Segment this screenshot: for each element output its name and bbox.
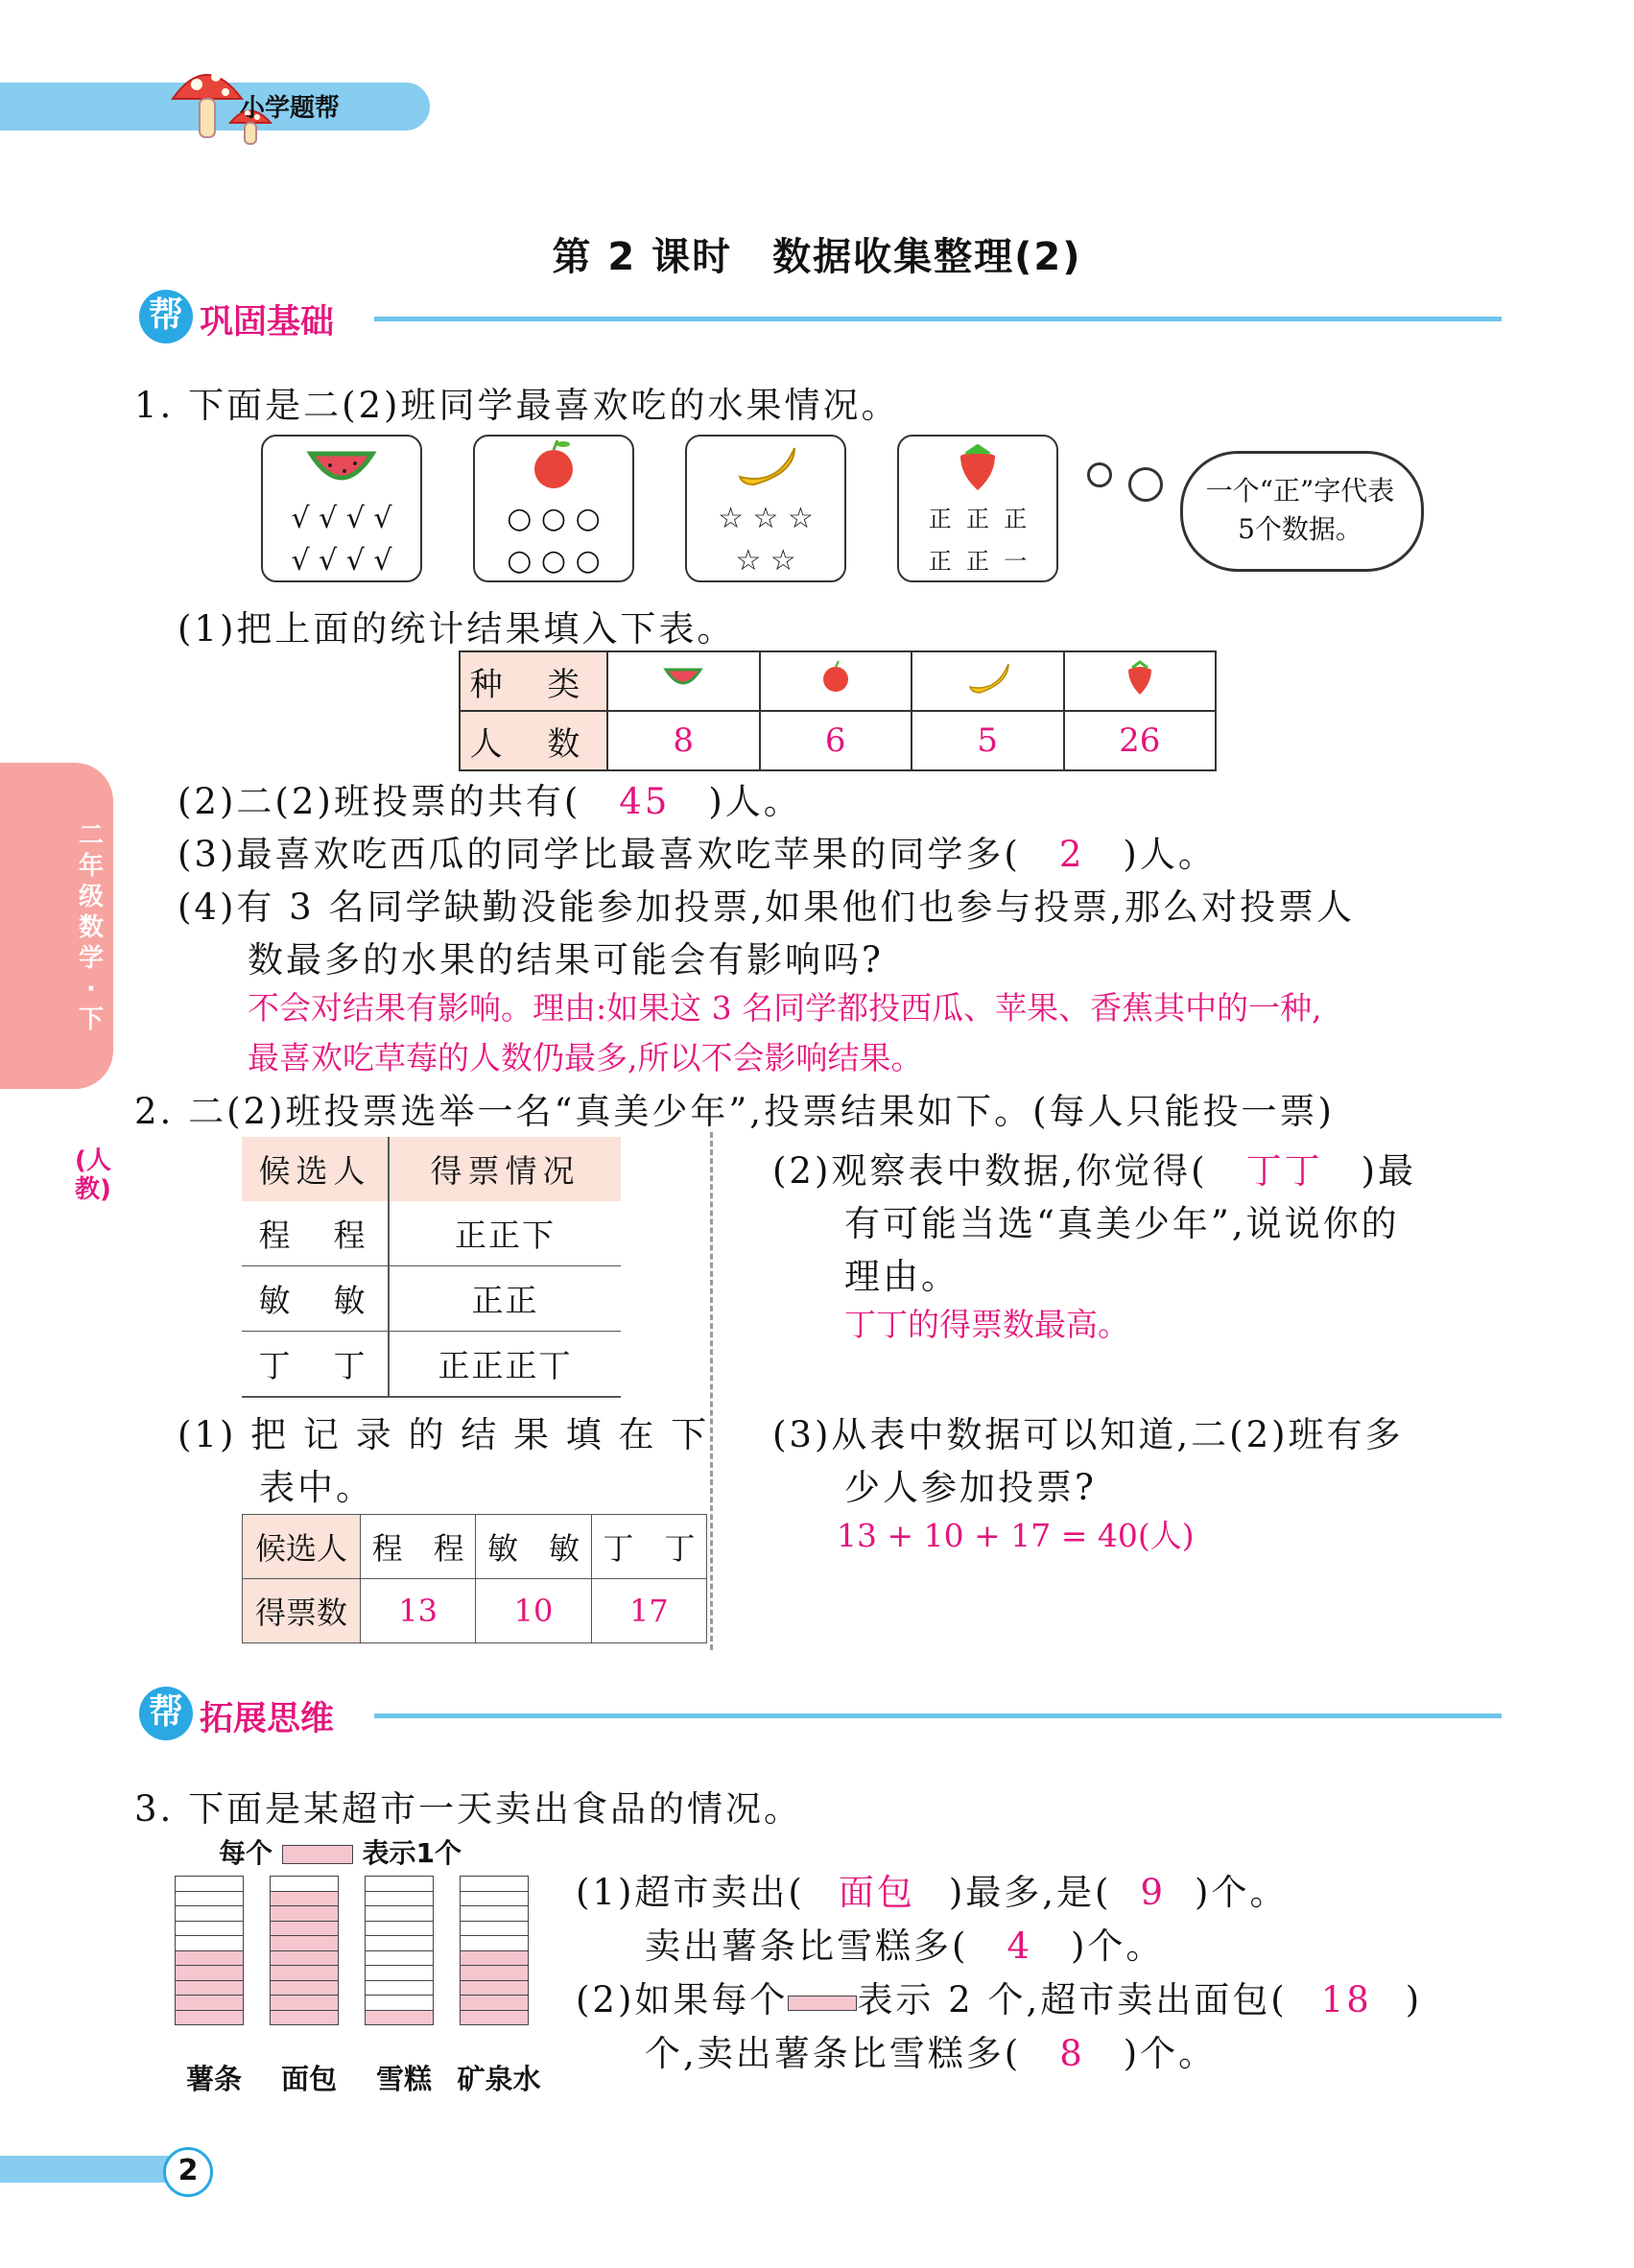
bar-chart — [175, 1876, 539, 2053]
q1-answer-line1: 不会对结果有影响。理由:如果这 3 名同学都投西瓜、苹果、香蕉其中的一种, — [248, 989, 1322, 1027]
chart-cell — [175, 1891, 244, 1906]
strawberry-icon — [1111, 658, 1169, 697]
chart-cell — [270, 1891, 339, 1906]
table-header: 候选人 — [242, 1137, 389, 1201]
table-header: 得票数 — [243, 1579, 361, 1643]
answer: 丁丁 — [1245, 1150, 1323, 1192]
chart-cell — [460, 1995, 529, 2010]
tally-cell: 正正 — [389, 1266, 621, 1332]
chart-cell — [460, 1921, 529, 1936]
chart-cell — [365, 1905, 434, 1921]
table-cell: 8 — [607, 711, 760, 770]
fruit-box — [261, 435, 422, 582]
chart-category-label: 薯条 — [185, 2063, 242, 2095]
side-tab-grade: 二年级数学·下 — [78, 821, 104, 1034]
q2-part3-line2: 少人参加投票? — [844, 1467, 1097, 1508]
page-number: 2 — [163, 2147, 213, 2197]
chart-category-label: 面包 — [280, 2063, 337, 2095]
chart-cell — [270, 2010, 339, 2026]
chart-cell — [460, 1935, 529, 1950]
table-cell — [912, 651, 1064, 711]
table-cell: 5 — [912, 711, 1064, 770]
q3-part2-line2: 个,卖出薯条比雪糕多( 8 )个。 — [645, 2033, 1218, 2074]
chart-cell — [460, 1876, 529, 1891]
q2-part2-line2: 有可能当选“真美少年”,说说你的 — [844, 1203, 1400, 1244]
chart-category-label: 雪糕 — [375, 2063, 432, 2095]
chart-cell — [175, 1950, 244, 1966]
footer-bar — [0, 2156, 182, 2183]
chart-cell — [365, 1891, 434, 1906]
q1-part4-line2: 数最多的水果的结果可能会有影响吗? — [248, 939, 884, 980]
thought-dot — [1128, 467, 1163, 502]
fruit-box — [685, 435, 846, 582]
table-cell — [760, 651, 912, 711]
table-cell — [1064, 651, 1217, 711]
chart-cell — [460, 1950, 529, 1966]
chart-cell — [270, 1921, 339, 1936]
candidate-name: 丁 丁 — [242, 1332, 389, 1398]
tally-marks: 正 正 正 正 正 一 — [928, 506, 1028, 575]
q2-reason: 丁丁的得票数最高。 — [844, 1306, 1129, 1343]
tally-marks: ○ ○ ○ ○ ○ ○ — [507, 502, 601, 578]
q3-part1-line1: (1)超市卖出( 面包 )最多,是( 9 )个。 — [576, 1872, 1289, 1913]
q2-total: 13 + 10 + 17 = 40(人) — [837, 1517, 1195, 1554]
chart-cell — [270, 1950, 339, 1966]
table-cell — [607, 651, 760, 711]
q1-part1: (1)把上面的统计结果填入下表。 — [178, 608, 736, 650]
fruit-box — [473, 435, 634, 582]
strawberry-icon — [899, 437, 1056, 494]
q3-stem: 3. 下面是某超市一天卖出食品的情况。 — [134, 1788, 803, 1830]
q1-part4-line1: (4)有 3 名同学缺勤没能参加投票,如果他们也参与投票,那么对投票人 — [178, 886, 1355, 928]
chart-cell — [270, 1876, 339, 1891]
thought-dot — [1087, 462, 1112, 487]
table-cell: 13 — [361, 1579, 476, 1643]
chart-cell — [460, 1905, 529, 1921]
chart-cell — [270, 1995, 339, 2010]
table-header: 候选人 — [243, 1515, 361, 1579]
q2-part2-line1: (2)观察表中数据,你觉得( 丁丁 )最 — [772, 1150, 1417, 1192]
q3-part2-line1: (2)如果每个 表示 2 个,超市卖出面包( 18 ) — [576, 1979, 1423, 2020]
brand-label: 小学题帮 — [240, 94, 341, 123]
chart-cell — [365, 1950, 434, 1966]
q2-part1-line2: 表中。 — [259, 1467, 374, 1508]
answer: 18 — [1320, 1979, 1372, 2020]
chart-cell — [365, 1995, 434, 2010]
q2-part1-line1: (1) 把 记 录 的 结 果 填 在 下 — [178, 1414, 710, 1455]
table-header-label: 人 数 — [460, 711, 607, 770]
table-header: 敏 敏 — [476, 1515, 591, 1579]
apple-icon — [475, 437, 632, 494]
q1-answer-line2: 最喜欢吃草莓的人数仍最多,所以不会影响结果。 — [248, 1039, 923, 1076]
section-title-basic: 巩固基础 — [200, 303, 335, 342]
q1-stem: 1. 下面是二(2)班同学最喜欢吃的水果情况。 — [134, 385, 900, 426]
chart-cell — [175, 1965, 244, 1980]
tally-cell: 正正正丅 — [389, 1332, 621, 1398]
tally-cell: 正正下 — [389, 1201, 621, 1266]
q2-tally-table — [242, 1137, 621, 1398]
answer: 4 — [1006, 1925, 1032, 1967]
candidate-name: 程 程 — [242, 1201, 389, 1266]
tally-marks: √ √ √ √ √ √ √ √ — [291, 502, 392, 578]
answer: 2 — [1058, 834, 1085, 875]
chart-cell — [175, 1876, 244, 1891]
q3-part1-line2: 卖出薯条比雪糕多( 4 )个。 — [645, 1925, 1165, 1967]
chart-cell — [460, 2010, 529, 2026]
q1-part2: (2)二(2)班投票的共有( 45 )人。 — [178, 781, 802, 822]
q2-part2-line3: 理由。 — [844, 1256, 959, 1297]
chart-cell — [270, 1965, 339, 1980]
section-divider — [374, 1713, 1502, 1718]
chart-cell — [175, 1905, 244, 1921]
chart-bar — [460, 1876, 529, 2025]
banana-icon — [959, 658, 1016, 697]
q2-part3-line1: (3)从表中数据可以知道,二(2)班有多 — [772, 1414, 1404, 1455]
bubble-text: 一个“正”字代表5个数据。 — [1205, 475, 1395, 545]
section-badge: 帮 — [139, 290, 193, 343]
table-cell: 17 — [591, 1579, 706, 1643]
chart-cell — [365, 1965, 434, 1980]
q1-part3: (3)最喜欢吃西瓜的同学比最喜欢吃苹果的同学多( 2 )人。 — [178, 834, 1217, 875]
chart-bar — [270, 1876, 339, 2025]
candidate-name: 敏 敏 — [242, 1266, 389, 1332]
chart-cell — [365, 2010, 434, 2026]
legend-swatch — [788, 1996, 857, 2011]
table-cell: 10 — [476, 1579, 591, 1643]
table-cell: 6 — [760, 711, 912, 770]
fruit-box — [897, 435, 1058, 582]
watermelon-icon — [654, 658, 712, 697]
chart-cell — [270, 1980, 339, 1996]
table-header-label: 种 类 — [460, 651, 607, 711]
chart-cell — [175, 1921, 244, 1936]
section-divider — [374, 317, 1502, 321]
chart-bar — [365, 1876, 434, 2025]
chart-cell — [365, 1935, 434, 1950]
table-header: 程 程 — [361, 1515, 476, 1579]
chart-cell — [175, 1980, 244, 1996]
table-header: 得票情况 — [389, 1137, 621, 1201]
q2-stem: 2. 二(2)班投票选举一名“真美少年”,投票结果如下。(每人只能投一票) — [134, 1091, 1335, 1132]
answer: 面包 — [838, 1872, 915, 1913]
section-badge: 帮 — [139, 1687, 193, 1740]
q1-fruit-table — [459, 650, 1217, 771]
chart-cell — [365, 1921, 434, 1936]
side-tab-edition: (人教) — [75, 1146, 111, 1204]
apple-icon — [807, 658, 864, 697]
chart-legend: 每个 表示1个 — [219, 1837, 462, 1869]
page-title: 第 2 课时 数据收集整理(2) — [552, 235, 1082, 279]
chart-cell — [460, 1980, 529, 1996]
watermelon-icon — [263, 437, 420, 494]
answer: 9 — [1140, 1872, 1167, 1913]
banana-icon — [687, 437, 844, 494]
answer: 8 — [1059, 2033, 1085, 2074]
section-title-extend: 拓展思维 — [200, 1700, 335, 1738]
chart-cell — [270, 1935, 339, 1950]
chart-bar — [175, 1876, 244, 2025]
chart-cell — [365, 1980, 434, 1996]
chart-cell — [175, 1995, 244, 2010]
tally-marks: ☆ ☆ ☆ ☆ ☆ — [718, 502, 814, 578]
chart-cell — [270, 1905, 339, 1921]
chart-cell — [175, 1935, 244, 1950]
table-header: 丁 丁 — [591, 1515, 706, 1579]
legend-swatch — [282, 1845, 353, 1864]
chart-cell — [460, 1891, 529, 1906]
chart-category-labels — [175, 2058, 558, 2096]
chart-cell — [175, 2010, 244, 2026]
q2-fill-table — [242, 1514, 707, 1643]
table-cell: 26 — [1064, 711, 1217, 770]
column-divider — [710, 1132, 713, 1650]
chart-category-label: 矿泉水 — [457, 2063, 541, 2095]
chart-cell — [365, 1876, 434, 1891]
chart-cell — [460, 1965, 529, 1980]
answer: 45 — [619, 781, 671, 822]
